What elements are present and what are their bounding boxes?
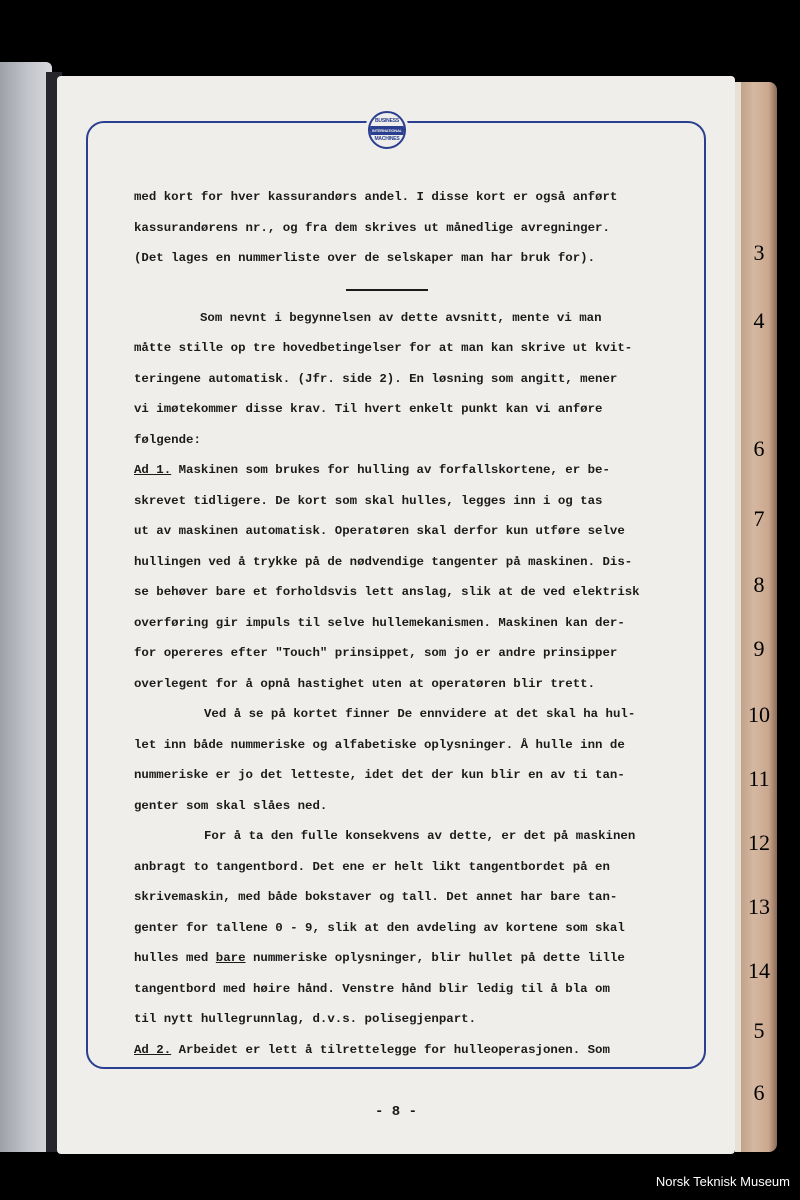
text-line: teringene automatisk. (Jfr. side 2). En løsning som angitt, mener (134, 371, 618, 386)
text-line: til nytt hullegrunnlag, d.v.s. polisegjenpart. (134, 1012, 477, 1026)
text-line: følgende: (134, 432, 201, 447)
text-line: (Det lages en nummerliste over de selskaper man har bruk for). (134, 251, 596, 265)
text-line: For å ta den fulle konsekvens av dette, er det på maskinen (204, 829, 636, 843)
text-line: let inn både nummeriske og alfabetiske oplysninger. Å hulle inn de (134, 737, 625, 752)
ad2-label: Ad 2. (134, 1042, 172, 1057)
text-line: kassurandørens nr., og fra dem skrives ut månedlige avregninger. (134, 220, 610, 235)
index-tab: 14 (748, 958, 770, 983)
index-tab: 6 (753, 1080, 765, 1105)
paragraph-ad1 (134, 455, 644, 699)
text-line: genter som skal slåes ned. (134, 798, 328, 813)
ad1-label: Ad 1. (134, 463, 172, 477)
text-line: genter for tallene 0 - 9, slik at den avdeling av kortene som skal (134, 920, 625, 935)
index-tab: 8 (753, 572, 765, 597)
tab-paper-edge (735, 82, 741, 1152)
text-line: overlegent for å opnå hastighet uten at operatøren blir trett. (134, 676, 596, 691)
text-line: se behøver bare et forholdsvis lett anslag, slik at de ved elektrisk (134, 585, 640, 599)
museum-credit: Norsk Teknisk Museum (655, 1174, 790, 1189)
text-line: måtte stille op tre hovedbetingelser for at man kan skrive ut kvit- (134, 341, 633, 355)
index-tab: 3 (753, 240, 765, 265)
paragraph-4 (134, 821, 644, 1035)
text-line: hulles med bare nummeriske oplysninger, blir hullet på dette lille (134, 951, 625, 965)
index-tab: 12 (748, 830, 770, 855)
text-line: Som nevnt i begynnelsen av dette avsnitt, mente vi man (200, 310, 602, 325)
text-line: anbragt to tangentbord. Det ene er helt likt tangentbordet på en (134, 859, 610, 874)
index-tab: 13 (748, 894, 770, 919)
index-tab: 9 (753, 636, 765, 661)
index-tab: 11 (748, 766, 770, 791)
section-divider (346, 289, 428, 291)
paragraph-ad2 (134, 1035, 644, 1066)
page-number: - 8 - (374, 1104, 417, 1120)
paragraph-3 (134, 699, 644, 821)
text-line: Ved å se på kortet finner De ennvidere at det skal ha hul- (204, 707, 636, 721)
text-line: overføring gir impuls til selve hullemekanismen. Maskinen kan der- (134, 615, 625, 630)
document-page (57, 76, 735, 1154)
ibm-logo-globe (365, 108, 409, 152)
text-line: skrevet tidligere. De kort som skal hulles, legges inn i og tas (134, 493, 603, 508)
typewritten-body (134, 182, 644, 1065)
underlined-word: bare (215, 951, 246, 965)
index-tab: 7 (753, 506, 765, 531)
index-tab: 6 (753, 436, 765, 461)
text-line: tangentbord med høire hånd. Venstre hånd blir ledig til å bla om (134, 981, 610, 996)
text-line: Ad 2. Arbeidet er lett å tilrettelegge for hulleoperasjonen. Som (134, 1042, 610, 1057)
text-line: for opereres efter "Touch" prinsippet, som jo er andre prinsipper (134, 646, 618, 660)
text-line: ut av maskinen automatisk. Operatøren skal derfor kun utføre selve (134, 524, 625, 538)
text-line: nummeriske er jo det letteste, idet det der kun blir en av ti tan- (134, 768, 625, 782)
paragraph-1 (134, 303, 644, 456)
text-line: med kort for hver kassurandørs andel. I disse kort er også anført (134, 190, 618, 204)
index-tab: 10 (748, 702, 770, 727)
globe-icon: BUSINESS INTERNATIONAL MACHINES (368, 111, 406, 149)
index-tab: 4 (753, 308, 765, 333)
previous-page-edge (0, 62, 52, 1152)
index-tab: 5 (753, 1018, 765, 1043)
text-line: skrivemaskin, med både bokstaver og tall. Det annet har bare tan- (134, 890, 618, 904)
paragraph-0 (134, 182, 644, 274)
text-line: hullingen ved å trykke på de nødvendige tangenter på maskinen. Dis- (134, 554, 633, 569)
text-line: Ad 1. Maskinen som brukes for hulling av forfallskortene, er be- (134, 463, 610, 477)
text-line: vi imøtekommer disse krav. Til hvert enkelt punkt kan vi anføre (134, 402, 603, 416)
